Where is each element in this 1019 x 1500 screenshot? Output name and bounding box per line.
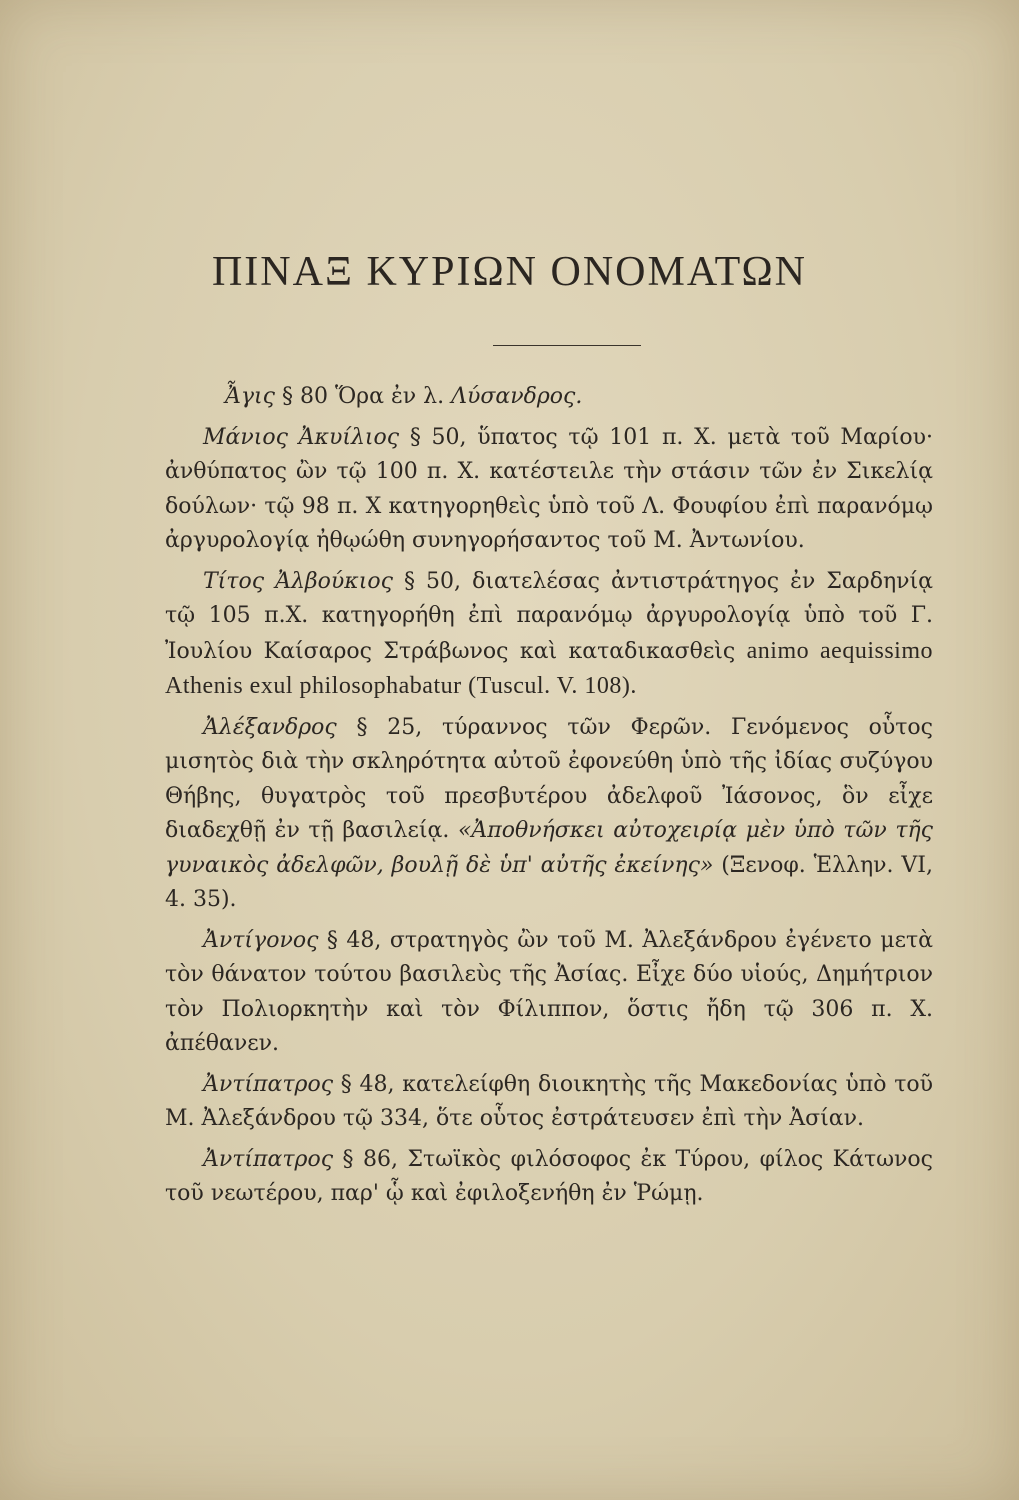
entry-reference: Λύσανδρος. xyxy=(451,384,583,409)
entry-text: § 80 Ὅρα ἐν λ. xyxy=(281,384,452,409)
entry-text: § 86, Στωϊκὸς φιλόσοφος ἐκ Τύρου, φίλος Κάτωνος τοῦ νεωτέρου, παρ' ᾧ καὶ ἐφιλοξενήθη ἐν Ῥώμῃ. xyxy=(165,1146,933,1206)
index-entry xyxy=(165,565,933,705)
entry-name: Ἀλέξανδρος xyxy=(203,714,337,740)
entry-quote: «Ἀποθνήσκει αὐτοχειρίᾳ μὲν ὑπὸ τῶν τῆς γυναικὸς ἀδελφῶν, βουλῇ δὲ ὑπ' αὐτῆς ἐκείνης» xyxy=(165,818,933,878)
index-entry xyxy=(165,380,933,415)
entry-name: Μάνιος Ἀκυίλιος xyxy=(203,424,400,450)
index-entry xyxy=(165,711,933,918)
entry-text: § 50, ὕπατος τῷ 101 π. Χ. μετὰ τοῦ Μαρίου· ἀνθύπατος ὢν τῷ 100 π. Χ. κατέστειλε τὴν στάσιν τῶν ἐν Σικελίᾳ δούλων· τῷ 98 π. Χ κατηγορηθεὶς ὑπὸ τοῦ Λ. Φουφίου ἐπὶ παρανόμῳ ἀργυρολογίᾳ ἠθῳώθη συνηγορήσαντος τοῦ Μ. Ἀντωνίου. xyxy=(165,424,933,553)
entry-text: § 48, στρατηγὸς ὢν τοῦ Μ. Ἀλεξάνδρου ἐγένετο μετὰ τὸν θάνατον τούτου βασιλεὺς τῆς Ἀσίας. Εἶχε δύο υἱούς, Δημήτριον τὸν Πολιορκητὴν καὶ τὸν Φίλιππον, ὅστις ἤδη τῷ 306 π. Χ. ἀπέθανεν. xyxy=(165,927,933,1056)
entry-text: § 48, κατελείφθη διοικητὴς τῆς Μακεδονίας ὑπὸ τοῦ Μ. Ἀλεξάνδρου τῷ 334, ὅτε οὗτος ἐστράτευσεν ἐπὶ τὴν Ἀσίαν. xyxy=(165,1071,934,1131)
entry-text: § 50, διατελέσας ἀντιστράτηγος ἐν Σαρδηνίᾳ τῷ 105 π.Χ. κατηγορήθη ἐπὶ παρανόμῳ ἀργυρολογίᾳ ὑπὸ τοῦ Γ. Ἰουλίου Καίσαρος Στράβωνος καὶ καταδικασθεὶς xyxy=(165,568,933,664)
index-entry xyxy=(165,924,933,1062)
entry-latin-quote: animo aequissimo Athenis exul philosophabatur (Tuscul. V. 108). xyxy=(165,637,934,699)
entry-name: Τίτος Ἀλβούκιος xyxy=(203,568,393,594)
entry-citation: (Ξενοφ. Ἑλλην. VI, 4. 35). xyxy=(165,852,933,912)
page-title: ΠΙΝΑΞ ΚΥΡΙΩΝ ΟΝΟΜΑΤΩΝ xyxy=(211,249,808,295)
entry-name: Ἀντίπατρος xyxy=(203,1071,334,1097)
index-entry xyxy=(165,1068,933,1137)
entry-text: § 25, τύραννος τῶν Φερῶν. Γενόμενος οὗτος μισητὸς διὰ τὴν σκληρότητα αὐτοῦ ἐφονεύθη ὑπὸ τῆς ἰδίας συζύγου Θήβης, θυγατρὸς τοῦ πρεσβυτέρου ἀδελφοῦ Ἰάσονος, ὃν εἶχε διαδεχθῇ ἐν τῇ βασιλείᾳ. xyxy=(165,714,933,843)
title-divider xyxy=(493,345,641,346)
index-body xyxy=(165,380,933,1218)
entry-name: Ἆγις xyxy=(225,384,275,409)
index-entry xyxy=(165,421,933,559)
entry-name: Ἀντίγονος xyxy=(203,927,319,953)
entry-name: Ἀντίπατρος xyxy=(203,1146,334,1172)
index-entry xyxy=(165,1143,933,1212)
